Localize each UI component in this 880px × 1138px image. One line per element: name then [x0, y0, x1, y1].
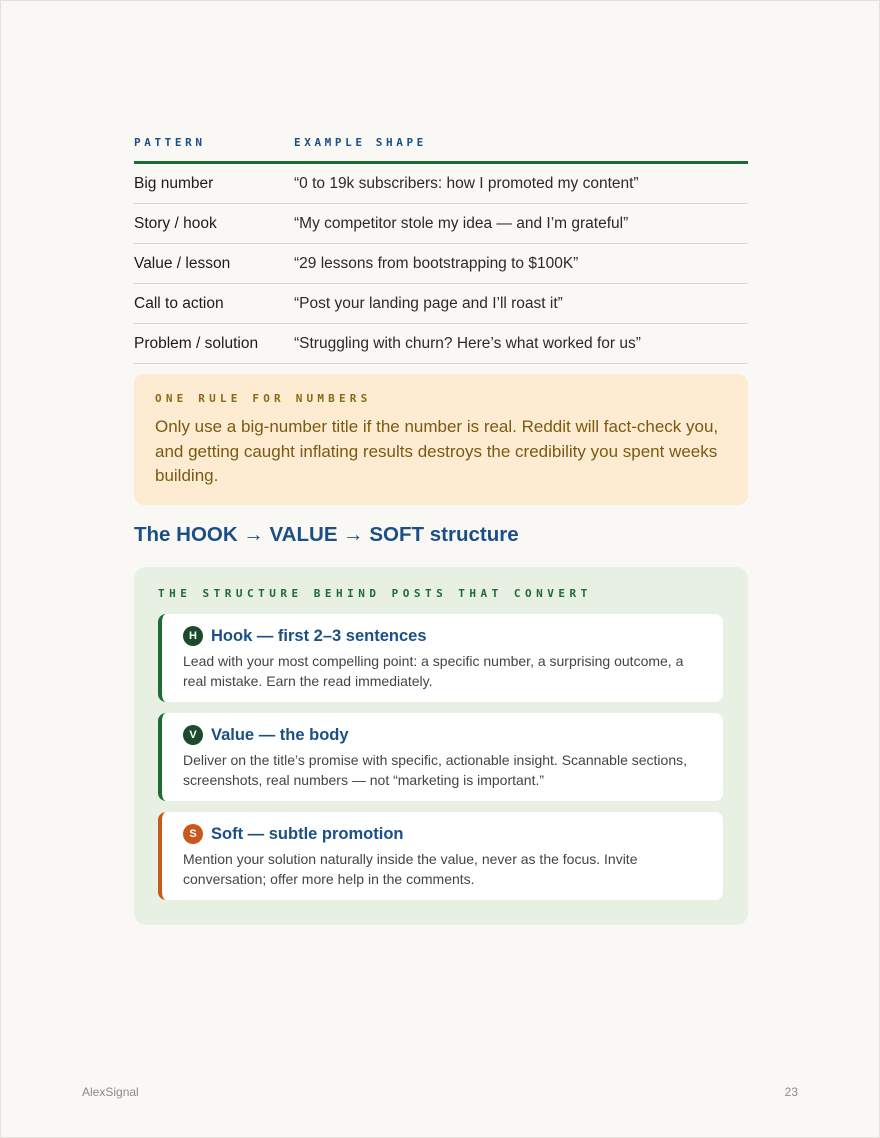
soft-card: [158, 812, 723, 900]
section-heading: The HOOK → VALUE → SOFT structure: [134, 523, 519, 546]
column-header-pattern: PATTERN: [134, 136, 206, 149]
numbers-rule-callout: [134, 374, 748, 505]
card-title-row: [183, 625, 705, 647]
pattern-cell: Problem / solution: [134, 334, 259, 352]
callout-text: Only use a big-number title if the number is real. Reddit will fact-check you, and getting caught inflating results destroys the credibility you spent weeks building.: [155, 417, 719, 485]
table-row: [134, 324, 748, 364]
value-badge-icon: V: [183, 725, 203, 745]
pattern-table: [134, 133, 748, 364]
card-body: Mention your solution naturally inside the value, never as the focus. Invite conversation; offer more help in the comments.: [183, 851, 638, 887]
card-title-row: [183, 724, 705, 746]
value-card: [158, 713, 723, 801]
example-cell: “Post your landing page and I’ll roast it”: [294, 294, 563, 312]
footer-brand: AlexSignal: [82, 1085, 139, 1099]
pattern-cell: Story / hook: [134, 214, 217, 232]
hook-card: [158, 614, 723, 702]
card-title: Soft — subtle promotion: [211, 824, 404, 843]
example-cell: “My competitor stole my idea — and I’m grateful”: [294, 214, 629, 232]
card-title: Hook — first 2–3 sentences: [211, 626, 427, 645]
card-body: Lead with your most compelling point: a specific number, a surprising outcome, a real mistake. Earn the read immediately.: [183, 653, 684, 689]
card-body: Deliver on the title’s promise with specific, actionable insight. Scannable sections, screenshots, real numbers — not “marketing is important.”: [183, 752, 687, 788]
soft-badge-icon: S: [183, 824, 203, 844]
structure-panel: [134, 567, 748, 925]
pattern-cell: Value / lesson: [134, 254, 231, 272]
example-cell: “Struggling with churn? Here’s what worked for us”: [294, 334, 641, 352]
table-row: [134, 284, 748, 324]
table-row: [134, 164, 748, 204]
hook-badge-icon: H: [183, 626, 203, 646]
pattern-cell: Call to action: [134, 294, 224, 312]
panel-label: THE STRUCTURE BEHIND POSTS THAT CONVERT: [158, 587, 592, 600]
callout-label: ONE RULE FOR NUMBERS: [155, 392, 372, 405]
page-number: 23: [784, 1085, 798, 1099]
table-row: [134, 204, 748, 244]
table-header: [134, 133, 748, 164]
table-row: [134, 244, 748, 284]
card-title: Value — the body: [211, 725, 349, 744]
example-cell: “29 lessons from bootstrapping to $100K”: [294, 254, 579, 272]
column-header-example-shape: EXAMPLE SHAPE: [294, 136, 427, 149]
pattern-cell: Big number: [134, 174, 214, 192]
example-cell: “0 to 19k subscribers: how I promoted my content”: [294, 174, 639, 192]
card-title-row: [183, 823, 705, 845]
